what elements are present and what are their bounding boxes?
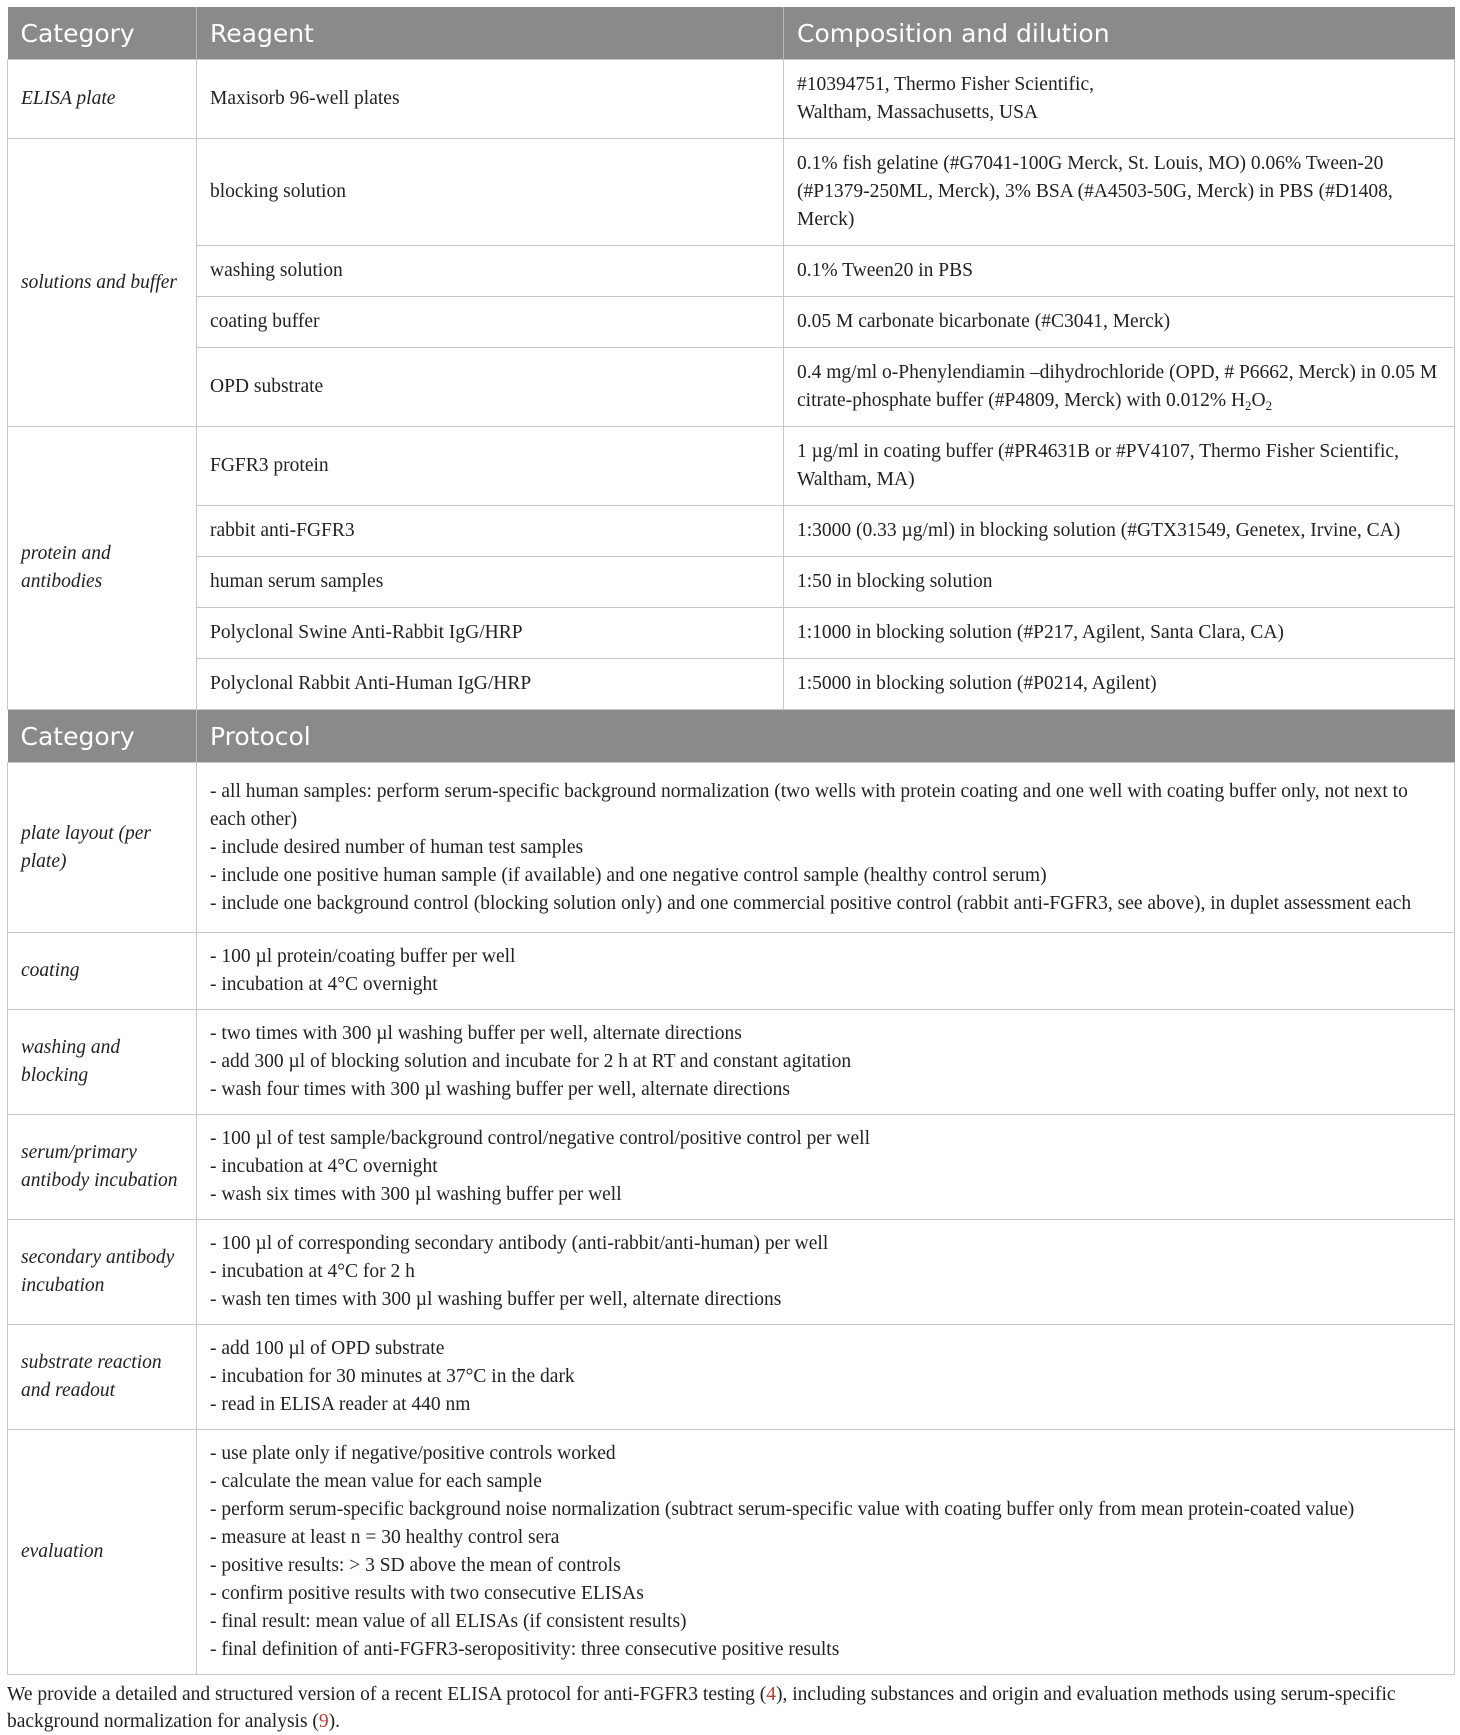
protocol-steps [197, 1010, 1455, 1115]
h2o2-o: O [1251, 390, 1266, 411]
table-footnote [7, 1681, 1454, 1735]
composition-cell [784, 348, 1455, 427]
protocol-step: - incubation for 30 minutes at 37°C in the dark [210, 1366, 575, 1387]
table-row [8, 297, 1455, 348]
protocol-step: - read in ELISA reader at 440 nm [210, 1394, 471, 1415]
protocol-step: - final result: mean value of all ELISAs (if consistent results) [210, 1611, 687, 1632]
reagent-cell: Polyclonal Swine Anti-Rabbit IgG/HRP [197, 608, 784, 659]
reagent-cell: blocking solution [197, 139, 784, 246]
elisa-protocol-table [7, 7, 1455, 1675]
protocol-step: - use plate only if negative/positive controls worked [210, 1443, 616, 1464]
composition-cell: 1:5000 in blocking solution (#P0214, Agilent) [784, 659, 1455, 710]
protocol-step: - 100 µl of test sample/background control/negative control/positive control per well [210, 1128, 870, 1149]
protocol-step: - wash six times with 300 µl washing buffer per well [210, 1184, 622, 1205]
opd-composition-text: 0.4 mg/ml o-Phenylendiamin –dihydrochloride (OPD, # P6662, Merck) in 0.05 M citrate-phosphate buffer (#P4809, Merck) with 0.012% H [797, 362, 1438, 411]
protocol-step: - add 100 µl of OPD substrate [210, 1338, 445, 1359]
category-cell: secondary antibody incubation [8, 1220, 197, 1325]
reagent-cell: OPD substrate [197, 348, 784, 427]
table-row [8, 659, 1455, 710]
reagent-cell: FGFR3 protein [197, 427, 784, 506]
table-row [8, 1325, 1455, 1430]
table-row [8, 763, 1455, 933]
table-row [8, 506, 1455, 557]
protocol-step: - wash ten times with 300 µl washing buffer per well, alternate directions [210, 1289, 782, 1310]
protocol-step: - include one positive human sample (if available) and one negative control sample (healthy control serum) [210, 864, 1047, 886]
reagent-cell: Maxisorb 96-well plates [197, 60, 784, 139]
composition-cell: 1 µg/ml in coating buffer (#PR4631B or #PV4107, Thermo Fisher Scientific, Waltham, MA) [784, 427, 1455, 506]
reference-link-9[interactable]: 9 [318, 1711, 329, 1732]
reagent-cell: washing solution [197, 246, 784, 297]
protocol-step: - 100 µl protein/coating buffer per well [210, 946, 516, 967]
category-cell: serum/primary antibody incubation [8, 1115, 197, 1220]
footnote-text-1: We provide a detailed and structured version of a recent ELISA protocol for anti-FGFR3 testing ( [7, 1684, 767, 1705]
category-cell: ELISA plate [8, 60, 197, 139]
protocol-step: - measure at least n = 30 healthy control sera [210, 1527, 560, 1548]
category-cell: coating [8, 933, 197, 1010]
footnote-text-2: ), including substances and origin and evaluation methods using serum-specific background normalization for analysis ( [7, 1684, 1396, 1732]
protocol-step: - incubation at 4°C for 2 h [210, 1261, 415, 1282]
reagent-cell: human serum samples [197, 557, 784, 608]
protocol-steps [197, 1220, 1455, 1325]
protocol-step: - two times with 300 µl washing buffer per well, alternate directions [210, 1023, 742, 1044]
protocol-step: - wash four times with 300 µl washing buffer per well, alternate directions [210, 1079, 791, 1100]
protocol-steps [197, 1430, 1455, 1675]
header-reagent: Reagent [197, 7, 784, 60]
protocol-steps [197, 1325, 1455, 1430]
category-cell: evaluation [8, 1430, 197, 1675]
header-category: Category [8, 710, 197, 763]
protocol-step: - add 300 µl of blocking solution and incubate for 2 h at RT and constant agitation [210, 1051, 852, 1072]
reagent-cell: coating buffer [197, 297, 784, 348]
table-row [8, 348, 1455, 427]
table-row [8, 427, 1455, 506]
composition-cell: 0.05 M carbonate bicarbonate (#C3041, Merck) [784, 297, 1455, 348]
composition-cell: 1:3000 (0.33 µg/ml) in blocking solution (#GTX31549, Genetex, Irvine, CA) [784, 506, 1455, 557]
category-cell: washing and blocking [8, 1010, 197, 1115]
composition-cell: 0.1% Tween20 in PBS [784, 246, 1455, 297]
protocol-steps [197, 933, 1455, 1010]
table-row [8, 139, 1455, 246]
reagents-header-row [8, 7, 1455, 60]
protocol-step: - include one background control (blocking solution only) and one commercial positive control (rabbit anti-FGFR3, see above), in duplet assessment each [210, 892, 1412, 914]
protocol-step: - perform serum-specific background noise normalization (subtract serum-specific value with coating buffer only from mean protein-coated value) [210, 1499, 1355, 1520]
elisa-protocol-table-container [7, 7, 1454, 1735]
header-protocol: Protocol [197, 710, 1455, 763]
h2o2-sub-2: 2 [1265, 398, 1273, 413]
protocol-step: - positive results: > 3 SD above the mean of controls [210, 1555, 621, 1576]
protocol-step: - incubation at 4°C overnight [210, 1156, 438, 1177]
footnote-text-3: ). [328, 1711, 341, 1732]
table-row [8, 1115, 1455, 1220]
table-row [8, 60, 1455, 139]
protocol-steps [197, 1115, 1455, 1220]
category-cell: solutions and buffer [8, 139, 197, 427]
reference-link-4[interactable]: 4 [766, 1684, 777, 1705]
table-row [8, 557, 1455, 608]
protocol-step: - final definition of anti-FGFR3-seropositivity: three consecutive positive results [210, 1639, 840, 1660]
header-composition: Composition and dilution [784, 7, 1455, 60]
protocol-steps [197, 763, 1455, 933]
protocol-step: - all human samples: perform serum-specific background normalization (two wells with protein coating and one well with coating buffer only, not next to each other) [210, 780, 1408, 830]
protocol-step: - incubation at 4°C overnight [210, 974, 438, 995]
table-row [8, 608, 1455, 659]
protocol-step: - 100 µl of corresponding secondary antibody (anti-rabbit/anti-human) per well [210, 1233, 829, 1254]
protocol-step: - include desired number of human test samples [210, 836, 584, 858]
table-row [8, 246, 1455, 297]
reagent-cell: rabbit anti-FGFR3 [197, 506, 784, 557]
table-row [8, 933, 1455, 1010]
composition-cell: 1:50 in blocking solution [784, 557, 1455, 608]
h2o2-sub-1: 2 [1245, 398, 1252, 413]
category-cell: plate layout (per plate) [8, 763, 197, 933]
composition-cell: 0.1% fish gelatine (#G7041-100G Merck, St. Louis, MO) 0.06% Tween-20 (#P1379-250ML, Merck), 3% BSA (#A4503-50G, Merck) in PBS (#D1408, Merck) [784, 139, 1455, 246]
composition-cell: 1:1000 in blocking solution (#P217, Agilent, Santa Clara, CA) [784, 608, 1455, 659]
category-cell: substrate reaction and readout [8, 1325, 197, 1430]
table-row [8, 1430, 1455, 1675]
reagent-cell: Polyclonal Rabbit Anti-Human IgG/HRP [197, 659, 784, 710]
header-category: Category [8, 7, 197, 60]
protocol-step: - confirm positive results with two consecutive ELISAs [210, 1583, 644, 1604]
category-cell: protein and antibodies [8, 427, 197, 710]
table-row [8, 1220, 1455, 1325]
composition-cell: #10394751, Thermo Fisher Scientific, Waltham, Massachusetts, USA [784, 60, 1455, 139]
protocol-header-row [8, 710, 1455, 763]
protocol-step: - calculate the mean value for each sample [210, 1471, 542, 1492]
table-row [8, 1010, 1455, 1115]
